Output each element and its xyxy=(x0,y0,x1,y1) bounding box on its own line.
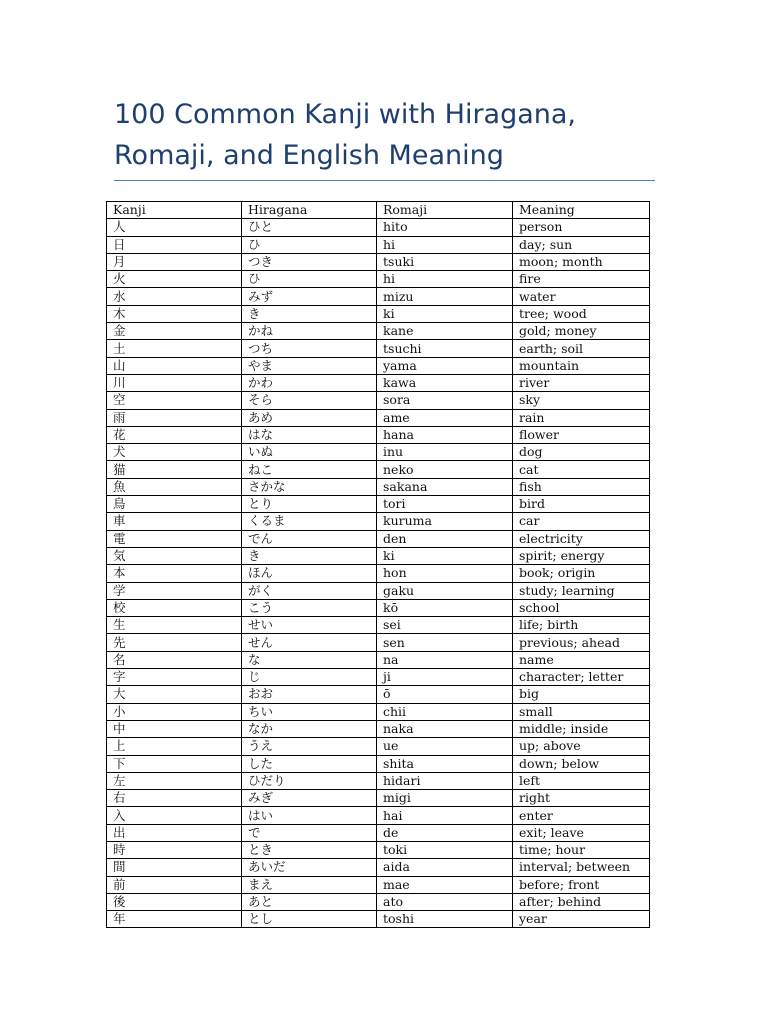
hiragana-cell: とり xyxy=(242,496,377,513)
meaning-cell: river xyxy=(513,374,650,391)
hiragana-cell: かわ xyxy=(242,374,377,391)
table-row xyxy=(107,374,650,391)
meaning-cell: school xyxy=(513,599,650,616)
romaji-cell: mae xyxy=(377,876,513,893)
romaji-cell: ue xyxy=(377,738,513,755)
meaning-cell: moon; month xyxy=(513,253,650,270)
meaning-cell: before; front xyxy=(513,876,650,893)
meaning-cell: after; behind xyxy=(513,893,650,910)
hiragana-cell: でん xyxy=(242,530,377,547)
meaning-cell: earth; soil xyxy=(513,340,650,357)
meaning-cell: year xyxy=(513,911,650,928)
meaning-cell: small xyxy=(513,703,650,720)
hiragana-cell: ねこ xyxy=(242,461,377,478)
romaji-cell: hon xyxy=(377,565,513,582)
kanji-cell: 中 xyxy=(107,720,242,737)
meaning-cell: electricity xyxy=(513,530,650,547)
hiragana-cell: かね xyxy=(242,323,377,340)
romaji-cell: hidari xyxy=(377,772,513,789)
kanji-cell: 鳥 xyxy=(107,496,242,513)
meaning-cell: right xyxy=(513,790,650,807)
table-row xyxy=(107,357,650,374)
hiragana-cell: き xyxy=(242,305,377,322)
hiragana-cell: いぬ xyxy=(242,444,377,461)
kanji-cell: 電 xyxy=(107,530,242,547)
table-row xyxy=(107,703,650,720)
hiragana-cell: じ xyxy=(242,669,377,686)
kanji-cell: 猫 xyxy=(107,461,242,478)
meaning-cell: fire xyxy=(513,271,650,288)
romaji-cell: sei xyxy=(377,617,513,634)
table-row xyxy=(107,426,650,443)
kanji-cell: 川 xyxy=(107,374,242,391)
kanji-cell: 入 xyxy=(107,807,242,824)
romaji-cell: sora xyxy=(377,392,513,409)
romaji-cell: neko xyxy=(377,461,513,478)
kanji-cell: 大 xyxy=(107,686,242,703)
table-row xyxy=(107,617,650,634)
romaji-cell: sakana xyxy=(377,478,513,495)
table-row xyxy=(107,755,650,772)
kanji-cell: 校 xyxy=(107,599,242,616)
kanji-cell: 年 xyxy=(107,911,242,928)
romaji-cell: chii xyxy=(377,703,513,720)
meaning-cell: day; sun xyxy=(513,236,650,253)
hiragana-cell: き xyxy=(242,547,377,564)
kanji-cell: 雨 xyxy=(107,409,242,426)
kanji-cell: 先 xyxy=(107,634,242,651)
hiragana-cell: で xyxy=(242,824,377,841)
romaji-cell: migi xyxy=(377,790,513,807)
meaning-cell: tree; wood xyxy=(513,305,650,322)
hiragana-cell: せい xyxy=(242,617,377,634)
table-row xyxy=(107,720,650,737)
hiragana-cell: がく xyxy=(242,582,377,599)
table-row xyxy=(107,236,650,253)
table-row xyxy=(107,651,650,668)
meaning-cell: study; learning xyxy=(513,582,650,599)
meaning-cell: life; birth xyxy=(513,617,650,634)
romaji-cell: ki xyxy=(377,305,513,322)
kanji-cell: 土 xyxy=(107,340,242,357)
romaji-cell: shita xyxy=(377,755,513,772)
romaji-cell: hana xyxy=(377,426,513,443)
table-row xyxy=(107,807,650,824)
meaning-cell: water xyxy=(513,288,650,305)
kanji-cell: 車 xyxy=(107,513,242,530)
table-row xyxy=(107,841,650,858)
romaji-cell: kane xyxy=(377,323,513,340)
table-row xyxy=(107,669,650,686)
title-divider xyxy=(114,180,655,181)
hiragana-cell: こう xyxy=(242,599,377,616)
table-row xyxy=(107,772,650,789)
meaning-cell: previous; ahead xyxy=(513,634,650,651)
meaning-cell: down; below xyxy=(513,755,650,772)
table-row xyxy=(107,461,650,478)
hiragana-cell: みぎ xyxy=(242,790,377,807)
meaning-cell: middle; inside xyxy=(513,720,650,737)
table-row xyxy=(107,305,650,322)
table-row xyxy=(107,478,650,495)
meaning-cell: exit; leave xyxy=(513,824,650,841)
table-row xyxy=(107,790,650,807)
kanji-cell: 気 xyxy=(107,547,242,564)
romaji-cell: hai xyxy=(377,807,513,824)
kanji-cell: 字 xyxy=(107,669,242,686)
table-row xyxy=(107,738,650,755)
table-row xyxy=(107,599,650,616)
romaji-cell: ji xyxy=(377,669,513,686)
table-row xyxy=(107,392,650,409)
table-row xyxy=(107,859,650,876)
hiragana-cell: ひと xyxy=(242,219,377,236)
hiragana-cell: ひ xyxy=(242,271,377,288)
table-row xyxy=(107,582,650,599)
meaning-cell: name xyxy=(513,651,650,668)
hiragana-cell: ひだり xyxy=(242,772,377,789)
hiragana-cell: はな xyxy=(242,426,377,443)
meaning-cell: left xyxy=(513,772,650,789)
romaji-cell: de xyxy=(377,824,513,841)
hiragana-cell: なか xyxy=(242,720,377,737)
table-row xyxy=(107,876,650,893)
hiragana-cell: はい xyxy=(242,807,377,824)
hiragana-cell: した xyxy=(242,755,377,772)
kanji-cell: 月 xyxy=(107,253,242,270)
meaning-cell: cat xyxy=(513,461,650,478)
kanji-cell: 水 xyxy=(107,288,242,305)
romaji-cell: hi xyxy=(377,271,513,288)
romaji-cell: yama xyxy=(377,357,513,374)
meaning-cell: time; hour xyxy=(513,841,650,858)
table-row xyxy=(107,634,650,651)
hiragana-cell: おお xyxy=(242,686,377,703)
hiragana-cell: せん xyxy=(242,634,377,651)
table-row xyxy=(107,496,650,513)
kanji-cell: 木 xyxy=(107,305,242,322)
meaning-cell: interval; between xyxy=(513,859,650,876)
meaning-cell: fish xyxy=(513,478,650,495)
table-row xyxy=(107,686,650,703)
kanji-cell: 本 xyxy=(107,565,242,582)
kanji-cell: 犬 xyxy=(107,444,242,461)
romaji-cell: ame xyxy=(377,409,513,426)
table-row xyxy=(107,547,650,564)
header-meaning: Meaning xyxy=(513,202,650,219)
table-row xyxy=(107,565,650,582)
hiragana-cell: とし xyxy=(242,911,377,928)
meaning-cell: gold; money xyxy=(513,323,650,340)
hiragana-cell: さかな xyxy=(242,478,377,495)
romaji-cell: ato xyxy=(377,893,513,910)
romaji-cell: tsuki xyxy=(377,253,513,270)
meaning-cell: character; letter xyxy=(513,669,650,686)
kanji-cell: 出 xyxy=(107,824,242,841)
meaning-cell: person xyxy=(513,219,650,236)
table-row xyxy=(107,271,650,288)
hiragana-cell: ほん xyxy=(242,565,377,582)
page-title: 100 Common Kanji with Hiragana, Romaji, and English Meaning xyxy=(114,99,577,171)
header-hiragana: Hiragana xyxy=(242,202,377,219)
romaji-cell: ki xyxy=(377,547,513,564)
kanji-cell: 火 xyxy=(107,271,242,288)
meaning-cell: flower xyxy=(513,426,650,443)
hiragana-cell: つち xyxy=(242,340,377,357)
hiragana-cell: あと xyxy=(242,893,377,910)
hiragana-cell: つき xyxy=(242,253,377,270)
table-row xyxy=(107,323,650,340)
romaji-cell: naka xyxy=(377,720,513,737)
table-row xyxy=(107,911,650,928)
header-kanji: Kanji xyxy=(107,202,242,219)
header-romaji: Romaji xyxy=(377,202,513,219)
romaji-cell: den xyxy=(377,530,513,547)
kanji-cell: 後 xyxy=(107,893,242,910)
kanji-cell: 右 xyxy=(107,790,242,807)
hiragana-cell: まえ xyxy=(242,876,377,893)
hiragana-cell: くるま xyxy=(242,513,377,530)
hiragana-cell: ちい xyxy=(242,703,377,720)
table-row xyxy=(107,530,650,547)
meaning-cell: big xyxy=(513,686,650,703)
romaji-cell: tsuchi xyxy=(377,340,513,357)
romaji-cell: aida xyxy=(377,859,513,876)
meaning-cell: spirit; energy xyxy=(513,547,650,564)
romaji-cell: ō xyxy=(377,686,513,703)
romaji-cell: toki xyxy=(377,841,513,858)
kanji-table xyxy=(106,201,650,928)
hiragana-cell: あめ xyxy=(242,409,377,426)
meaning-cell: mountain xyxy=(513,357,650,374)
meaning-cell: rain xyxy=(513,409,650,426)
table-row xyxy=(107,893,650,910)
romaji-cell: mizu xyxy=(377,288,513,305)
kanji-cell: 上 xyxy=(107,738,242,755)
table-row xyxy=(107,340,650,357)
romaji-cell: kuruma xyxy=(377,513,513,530)
romaji-cell: gaku xyxy=(377,582,513,599)
romaji-cell: hito xyxy=(377,219,513,236)
hiragana-cell: あいだ xyxy=(242,859,377,876)
table-row xyxy=(107,288,650,305)
meaning-cell: sky xyxy=(513,392,650,409)
romaji-cell: na xyxy=(377,651,513,668)
hiragana-cell: やま xyxy=(242,357,377,374)
table-row xyxy=(107,409,650,426)
hiragana-cell: な xyxy=(242,651,377,668)
table-body xyxy=(107,219,650,928)
hiragana-cell: みず xyxy=(242,288,377,305)
kanji-cell: 生 xyxy=(107,617,242,634)
romaji-cell: tori xyxy=(377,496,513,513)
meaning-cell: book; origin xyxy=(513,565,650,582)
romaji-cell: hi xyxy=(377,236,513,253)
romaji-cell: sen xyxy=(377,634,513,651)
romaji-cell: kawa xyxy=(377,374,513,391)
kanji-cell: 空 xyxy=(107,392,242,409)
kanji-cell: 人 xyxy=(107,219,242,236)
kanji-cell: 時 xyxy=(107,841,242,858)
meaning-cell: up; above xyxy=(513,738,650,755)
kanji-cell: 山 xyxy=(107,357,242,374)
table-row xyxy=(107,219,650,236)
kanji-cell: 前 xyxy=(107,876,242,893)
kanji-cell: 学 xyxy=(107,582,242,599)
table-row xyxy=(107,513,650,530)
hiragana-cell: そら xyxy=(242,392,377,409)
table-row xyxy=(107,253,650,270)
table-row xyxy=(107,444,650,461)
romaji-cell: toshi xyxy=(377,911,513,928)
meaning-cell: bird xyxy=(513,496,650,513)
hiragana-cell: とき xyxy=(242,841,377,858)
meaning-cell: enter xyxy=(513,807,650,824)
kanji-cell: 間 xyxy=(107,859,242,876)
kanji-cell: 左 xyxy=(107,772,242,789)
kanji-cell: 名 xyxy=(107,651,242,668)
kanji-cell: 小 xyxy=(107,703,242,720)
romaji-cell: kō xyxy=(377,599,513,616)
kanji-cell: 日 xyxy=(107,236,242,253)
meaning-cell: car xyxy=(513,513,650,530)
kanji-cell: 花 xyxy=(107,426,242,443)
table-row xyxy=(107,824,650,841)
meaning-cell: dog xyxy=(513,444,650,461)
table-header-row xyxy=(107,202,650,219)
kanji-cell: 金 xyxy=(107,323,242,340)
hiragana-cell: うえ xyxy=(242,738,377,755)
kanji-cell: 下 xyxy=(107,755,242,772)
romaji-cell: inu xyxy=(377,444,513,461)
kanji-cell: 魚 xyxy=(107,478,242,495)
hiragana-cell: ひ xyxy=(242,236,377,253)
